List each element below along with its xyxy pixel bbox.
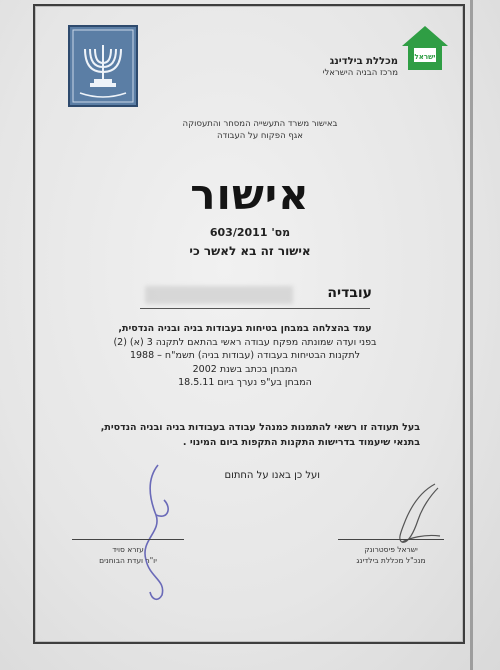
document-edge [470, 0, 473, 670]
body-line-2: בפני ועדה שמונתה מפקח עבודה ראשי בהתאם לתקנה 3 (א) (2) [113, 336, 377, 348]
entitlement-line-1: בעל תעודה זו רשאי להתמנות כמנהל עבודה בעבודות בניה ובניה הנדסית, [100, 422, 420, 433]
body-line-1: עמד בהצלחה במבחן בטיחות בעבודות בניה ובניה הנדסית, [118, 323, 372, 334]
right-signatory [334, 544, 448, 566]
body-line-4: המבחן בכתב בשנת 2002 [192, 363, 298, 375]
authorization-note [150, 118, 370, 142]
logo-line-1: מכללת בילדינג [329, 56, 398, 67]
body-line-5: המבחן בע"פ נערך ביום 18.5.11 [178, 377, 312, 388]
left-signatory-name: עזרא סויד [112, 545, 144, 554]
certificate-subtitle: אישור זה בא לאשר כי [189, 244, 311, 258]
recipient-name: עובדיה [327, 285, 372, 301]
logo-line-2: מרכז הבניה הישראלי [322, 68, 398, 78]
left-signature [128, 460, 188, 605]
authorization-line-2: אגף הפקוח על העבודה [217, 131, 303, 141]
right-signature-line [338, 539, 444, 540]
logo-house-label: ישראל [414, 53, 436, 61]
entitlement-paragraph [60, 420, 420, 450]
redacted-name [145, 286, 293, 304]
right-signatory-name: ישראל פיסטרונק [364, 545, 418, 554]
certificate-title: אישור [190, 170, 310, 219]
entitlement-line-2: בתנאי שיעמוד בדרישות התקנות התקפות ביום המינוי . [182, 437, 420, 448]
right-signature [380, 478, 450, 548]
left-signatory-role: יו"ר ועדת הבוחנים [99, 556, 157, 565]
body-line-3: לתקנות הבטיחות בעבודה (עבודות בניה) תשמ"ח – 1988 [129, 350, 361, 361]
authorization-line-1: באישור משרד התעשייה המסחר והתעסוקה [182, 119, 338, 129]
certificate-number: מס' 603/2011 [209, 226, 291, 239]
closing-text: ועל כן באנו על החתום [224, 470, 320, 481]
left-signature-line [72, 539, 184, 540]
state-emblem-icon [68, 25, 138, 107]
right-signatory-role: מנכ"ל מכללת בילדינג [356, 556, 426, 565]
left-signatory [70, 544, 186, 566]
logo-text [262, 56, 398, 78]
certificate-body [95, 322, 395, 390]
building-college-logo [400, 24, 450, 74]
